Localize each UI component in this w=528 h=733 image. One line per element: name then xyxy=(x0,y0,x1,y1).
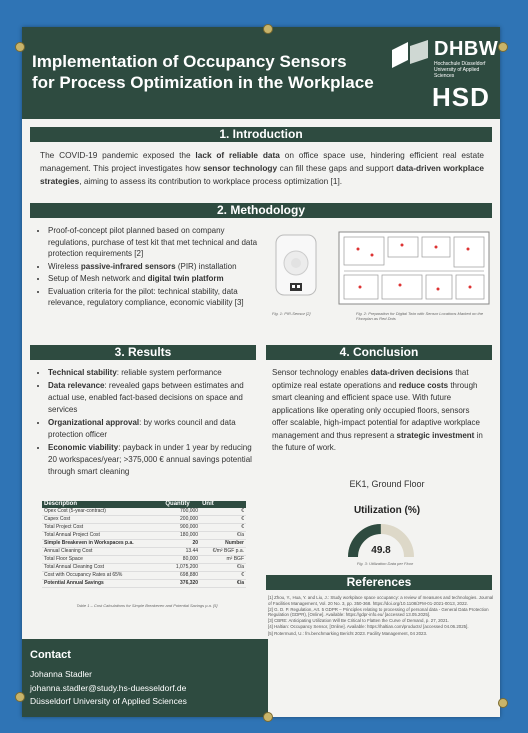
poster xyxy=(22,27,500,717)
logo-dhbw-text: DHBW xyxy=(434,38,499,60)
introduction-heading: 1. Introduction xyxy=(30,127,492,142)
methodology-item-4: Evaluation criteria for the pilot: technical stability, data relevance, regulatory compliance, economic viability [3] xyxy=(48,286,244,307)
title-line-1: Implementation of Occupancy Sensors xyxy=(32,52,347,71)
logo-sub-line-1: Hochschule Düsseldorf xyxy=(434,61,486,67)
cell-quantity: 1,075,200 xyxy=(163,564,200,572)
logo-subtitle xyxy=(434,61,498,79)
cell-unit: €/m² BGF p.a. xyxy=(200,548,246,556)
cell-unit: m² BGF xyxy=(200,556,246,564)
cell-unit: € xyxy=(200,508,246,516)
utilization-title: Utilization (%) xyxy=(353,505,421,516)
cell-quantity: 200,000 xyxy=(163,516,200,524)
introduction-text xyxy=(40,149,484,188)
cell-description: Total Floor Space xyxy=(42,556,163,564)
result-4-bold: Economic viability xyxy=(48,443,119,452)
methodology-list xyxy=(36,225,268,310)
table-row xyxy=(42,508,246,516)
conclusion-bold-1: data-driven decisions xyxy=(370,368,453,377)
logo-hsd-text: HSD xyxy=(432,82,490,112)
table-row xyxy=(42,516,246,524)
reference-item: [5] Rotermund, U.: fm.benchmarking Bericht 2023. Facility Management, 04 2023. xyxy=(268,630,428,636)
table1-caption: Table 1 – Cost Calculations for Simple Breakeven and Potential Savings p.a. [5] xyxy=(76,603,218,608)
utilization-value: 49.8 xyxy=(371,545,391,556)
poster-header xyxy=(22,27,500,119)
cell-quantity: 13.44 xyxy=(163,548,200,556)
poster-pin xyxy=(263,712,273,722)
cell-unit: Number xyxy=(200,540,246,548)
references-list xyxy=(268,595,494,637)
title-line-2: for Process Optimization in the Workplace xyxy=(32,73,374,92)
results-heading: 3. Results xyxy=(30,345,256,360)
dhbw-logo-icon xyxy=(390,40,430,74)
cell-unit: € xyxy=(200,572,246,580)
result-2-text: : revealed gaps between estimates and actual use, enabled fact-based decisions on space and services xyxy=(48,381,244,414)
intro-text-3: can fill these gaps and support xyxy=(277,163,397,173)
table-row xyxy=(42,580,246,588)
contact-heading: Contact xyxy=(30,649,71,661)
contact-name: Johanna Stadler xyxy=(30,669,92,679)
cell-description: Annual Cleaning Cost xyxy=(42,548,163,556)
list-item xyxy=(48,380,260,416)
result-3-bold: Organizational approval xyxy=(48,418,140,427)
list-item xyxy=(48,442,260,478)
poster-pin xyxy=(263,24,273,34)
fig3-caption: Fig. 3: Utilization Data per Floor xyxy=(356,561,414,566)
intro-bold-1: lack of reliable data xyxy=(195,150,280,160)
intro-bold-2: sensor technology xyxy=(203,163,278,173)
cost-table-header xyxy=(42,501,246,508)
cell-unit: € xyxy=(200,524,246,532)
cell-unit: €/a xyxy=(200,532,246,540)
fig1-caption: Fig. 1: PIR-Sensor [2] xyxy=(272,311,311,316)
cell-description: Total Annual Project Cost xyxy=(42,532,163,540)
poster-title xyxy=(32,51,392,93)
cell-description: Cost with Occupancy Rates at 65% xyxy=(42,572,163,580)
fig2-caption: Fig. 2: Preparation for Digital Twin with Sensor Locations Marked on the Floorplan as Red Dots xyxy=(356,311,484,321)
methodology-item-2-post: (PIR) installation xyxy=(175,261,237,271)
cell-quantity: 698,880 xyxy=(163,572,200,580)
conclusion-text-1: Sensor technology enables xyxy=(272,368,371,377)
col-unit: Unit xyxy=(200,501,246,508)
results-list xyxy=(36,367,260,479)
result-1-text: : reliable system performance xyxy=(116,368,222,377)
cell-quantity: 180,000 xyxy=(163,532,200,540)
cell-description: Simple Breakeven in Workspaces p.a. xyxy=(42,540,163,548)
result-3-text: : by works council and data protection officer xyxy=(48,418,236,439)
conclusion-text-2: that optimize real estate operations and xyxy=(272,368,469,390)
university-logo xyxy=(388,34,499,114)
cell-quantity: 700,000 xyxy=(163,508,200,516)
methodology-item-2-pre: Wireless xyxy=(48,261,81,271)
result-4-text: : payback in under 1 year by reducing 20 workspaces/year; >375,000 € annual savings potential through smart cleaning xyxy=(48,443,252,476)
intro-text-2: on office space use, hindering efficient real estate management. This project investigates how xyxy=(40,150,485,173)
cell-description: Potential Annual Savings xyxy=(42,580,163,588)
result-1-bold: Technical stability xyxy=(48,368,117,377)
list-item xyxy=(48,261,268,273)
table-row xyxy=(42,548,246,556)
intro-bold-3: data-driven workplace strategies xyxy=(40,163,485,186)
conclusion-bold-2: reduce costs xyxy=(398,380,449,390)
methodology-item-3-bold: digital twin platform xyxy=(147,274,224,283)
methodology-item-3-pre: Setup of Mesh network and xyxy=(48,274,148,283)
cell-description: Opex Cost (5-year-contract) xyxy=(42,508,163,516)
conclusion-text-4: in the future of work. xyxy=(272,430,483,452)
list-item xyxy=(48,367,260,379)
cell-description: Total Project Cost xyxy=(42,524,163,532)
floor-label: EK1, Ground Floor xyxy=(349,479,425,489)
cell-quantity: 376,320 xyxy=(163,580,200,588)
conclusion-text xyxy=(272,367,486,455)
cell-description: Capex Cost xyxy=(42,516,163,524)
list-item xyxy=(48,225,268,260)
conclusion-bold-3: strategic investment xyxy=(396,430,475,440)
methodology-heading: 2. Methodology xyxy=(30,203,492,218)
methodology-item-2-bold: passive-infrared sensors xyxy=(80,261,176,271)
cell-quantity: 900,000 xyxy=(163,524,200,532)
cell-unit: €/a xyxy=(200,580,246,588)
methodology-item-1: Proof-of-concept pilot planned based on company regulations, purchase of test kit that met technical and data protection requirements [2] xyxy=(48,226,258,258)
logo-sub-line-2: University of Applied Sciences xyxy=(434,67,480,79)
poster-pin xyxy=(498,698,508,708)
cell-unit: €/a xyxy=(200,564,246,572)
intro-text-4: , aiming to assess its contribution to workplace process optimization [1]. xyxy=(79,176,343,186)
table-row xyxy=(42,556,246,564)
conclusion-heading: 4. Conclusion xyxy=(266,345,492,360)
table-row xyxy=(42,540,246,548)
poster-pin xyxy=(15,692,25,702)
conclusion-text-3: through smart cleaning and efficient space use. With future applications like operating only occupied floors, sensors offer scalable, high-impact potential for adaptive workplace management and thus represent a xyxy=(272,380,480,440)
cell-quantity: 80,000 xyxy=(163,556,200,564)
cell-description: Total Annual Cleaning Cost xyxy=(42,564,163,572)
cost-table xyxy=(42,501,246,588)
references-heading: References xyxy=(266,575,492,590)
list-item xyxy=(48,273,268,285)
reference-item: [2] G. D. P. Regulation, Art. 5 GDPR – Principles relating to processing of personal data - General Data Protection Regulation (GDPR), [Online]. Available: https://gdpr-info.eu/ [accessed 13.05.2025]. xyxy=(268,606,489,618)
table-row xyxy=(42,524,246,532)
reference-item: [1] Zhou, Y., Hua, Y. and Liu, J.: Study workplace space occupancy: a review of measures and technologies. Journal of Facilities Management, Vol. 20 No. 3, pp. 350-368. https://doi.org/10.1108/JFM-01-2021-0013, 2022. xyxy=(268,595,494,606)
contact-university: Düsseldorf University of Applied Sciences xyxy=(30,696,187,706)
table-row xyxy=(42,532,246,540)
contact-box xyxy=(22,639,268,717)
cell-unit: € xyxy=(200,516,246,524)
poster-pin xyxy=(15,42,25,52)
col-quantity: Quantity xyxy=(163,501,200,508)
reference-item: [3] CBRE: Anticipating Utilization Will Be Critical to Flatten the Curve of Demand, p. 27, 2021. xyxy=(268,618,450,624)
intro-text-1: The COVID-19 pandemic exposed the xyxy=(40,150,196,160)
poster-pin xyxy=(498,42,508,52)
pir-sensor-image xyxy=(272,233,320,301)
cost-table-body xyxy=(42,508,246,588)
list-item xyxy=(48,286,268,309)
list-item xyxy=(48,417,260,441)
floorplan-image xyxy=(338,231,490,305)
table-row xyxy=(42,564,246,572)
table-row xyxy=(42,572,246,580)
cell-quantity: 20 xyxy=(163,540,200,548)
col-description: Description xyxy=(42,501,163,508)
result-2-bold: Data relevance xyxy=(48,381,105,390)
contact-email[interactable]: johanna.stadler@study.hs-duesseldorf.de xyxy=(30,683,187,693)
reference-item: [4] Haltian: Occupancy Sensor, [Online]. Available: https://haltian.com/products/ [accessed 04.06.2025]. xyxy=(268,624,469,630)
